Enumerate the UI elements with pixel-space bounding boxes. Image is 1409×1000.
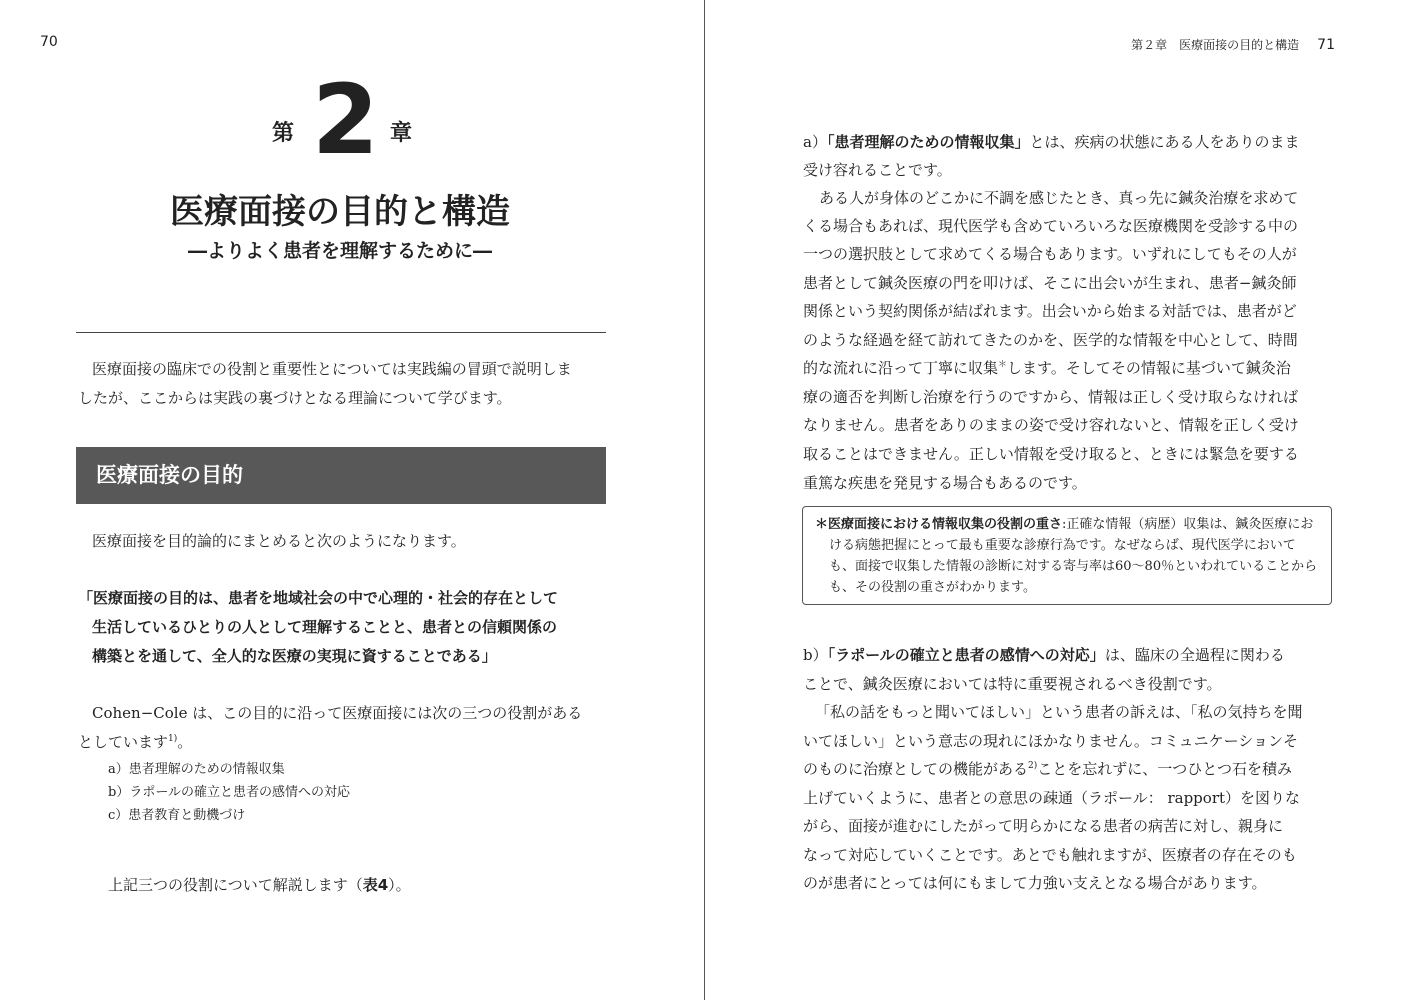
footnote-title: 医療面接における情報収集の役割の重さ xyxy=(828,517,1063,532)
quote-line-1: 「医療面接の目的は、患者を地域社会の中で心理的・社会的存在として xyxy=(78,589,559,607)
b-line: いてほしい」という意志の現れにほかなりません。コミュニケーションそ xyxy=(803,732,1299,750)
a-line: のような経過を経て訪れてきたのかを、医学的な情報を中心として、時間 xyxy=(803,331,1298,349)
a-line: 関係という契約関係が結ばれます。出会いから始まる対話では、患者がど xyxy=(803,302,1297,320)
a-line: 一つの選択肢として求めてくる場合もあります。いずれにしてもその人が xyxy=(803,245,1297,263)
quote-line-2: 生活しているひとりの人として理解することと、患者との信頼関係の xyxy=(92,618,558,636)
chapter-subtitle: ―よりよく患者を理解するために― xyxy=(187,240,492,262)
role-item-a: a）患者理解のための情報収集 xyxy=(108,762,285,777)
note-mark: ＊ xyxy=(998,360,1008,370)
reference-mark: 1) xyxy=(168,734,178,744)
b-line: ことで、鍼灸医療においては特に重要視されるべき役割です。 xyxy=(803,675,1222,693)
section-heading: 医療面接の目的 xyxy=(76,447,606,504)
intro-line-1: 医療面接の臨床での役割と重要性とについては実践編の冒頭で説明しま xyxy=(92,360,572,378)
a-line: なりません。患者をありのままの姿で受け容れないと、情報を正しく受け xyxy=(803,416,1299,434)
reference-mark: 2) xyxy=(1028,761,1038,771)
summary-line: 医療面接を目的論的にまとめると次のようになります。 xyxy=(92,532,466,550)
closing-line: 上記三つの役割について解説します（表4）。 xyxy=(108,876,411,894)
b-line: 上げていくように、患者との意思の疎通（ラポール： rapport）を図りな xyxy=(803,789,1301,807)
a-line: くる場合もあれば、現代医学も含めていろいろな医療機関を受診する中の xyxy=(803,217,1299,235)
role-a-heading-line: a）「患者理解のための情報収集」とは、疾病の状態にある人をありのまま xyxy=(803,133,1300,151)
a-line: 受け容れることです。 xyxy=(803,161,952,179)
a-line: 患者として鍼灸医療の門を叩けば、そこに出会いが生まれ、患者−鍼灸師 xyxy=(803,274,1297,292)
cohen-line-2: としています$^{1)}$。 xyxy=(78,733,193,751)
role-item-c: c）患者教育と動機づけ xyxy=(108,808,246,823)
intro-line-2: したが、ここからは実践の裏づけとなる理論について学びます。 xyxy=(78,389,512,407)
footnote-box: ＊医療面接における情報収集の役割の重さ:正確な情報（病歴）収集は、鍼灸医療における病態把握にとって最も重要な診療行為です。なぜならば、現代医学においても、面接で収集した情報の診断に対する寄与率は60〜80％といわれていることからも、その役割の重さがわかります。 xyxy=(802,506,1332,605)
a-line: ある人が身体のどこかに不調を感じたとき、真っ先に鍼灸治療を求めて xyxy=(819,189,1299,207)
book-spine xyxy=(704,0,705,1000)
page-number-left: 70 xyxy=(40,34,58,50)
chapter-title: 医療面接の目的と構造 xyxy=(170,192,510,232)
chapter-prefix: 第 xyxy=(272,121,295,146)
b-line-ref: のものに治療としての機能がある$^{2)}$ことを忘れずに、一つひとつ石を積み xyxy=(803,760,1292,778)
role-a-title: 「患者理解のための情報収集」 xyxy=(826,133,1030,151)
footnote-text: :正確な情報（病歴）収集は、鍼灸医療における病態把握にとって最も重要な診療行為です。なぜならば、現代医学においても、面接で収集した情報の診断に対する寄与率は60〜80％といわれていることからも、その役割の重さがわかります。 xyxy=(829,517,1318,595)
a-line: 重篤な疾患を発見する場合もあるのです。 xyxy=(803,474,1087,492)
running-head: 第２章 医療面接の目的と構造 71 xyxy=(1131,37,1335,53)
b-line: のが患者にとっては何にもまして力強い支えとなる場合があります。 xyxy=(803,874,1267,892)
a-line: 療の適否を判断し治療を行うのですから、情報は正しく受け取らなければ xyxy=(803,388,1299,406)
role-b-heading-line: b）「ラポールの確立と患者の感情への対応」は、臨床の全過程に関わる xyxy=(803,646,1285,664)
left-page xyxy=(0,0,704,1000)
quote-line-3: 構築とを通して、全人的な医療の実現に資することである」 xyxy=(92,647,497,665)
a-line: 取ることはできません。正しい情報を受け取ると、ときには緊急を要する xyxy=(803,445,1299,463)
page-number-right: 71 xyxy=(1317,37,1335,53)
chapter-suffix: 章 xyxy=(390,121,413,146)
b-line: 「私の話をもっと聞いてほしい」という患者の訴えは、「私の気持ちを聞 xyxy=(815,703,1303,721)
role-item-b: b）ラポールの確立と患者の感情への対応 xyxy=(108,785,351,800)
a-line-marked: 的な流れに沿って丁寧に収集＊します。そしてその情報に基づいて鍼灸治 xyxy=(803,359,1291,377)
divider xyxy=(76,332,606,333)
cohen-line-1: Cohen−Cole は、この目的に沿って医療面接には次の三つの役割がある xyxy=(92,704,583,722)
b-line: がら、面接が進むにしたがって明らかになる患者の病苦に対し、親身に xyxy=(803,817,1284,835)
b-line: なって対応していくことです。あとでも触れますが、医療者の存在そのも xyxy=(803,846,1297,864)
table-reference: 表4 xyxy=(362,876,389,894)
role-b-title: 「ラポールの確立と患者の感情への対応」 xyxy=(827,646,1105,664)
chapter-number: 2 xyxy=(312,64,377,176)
